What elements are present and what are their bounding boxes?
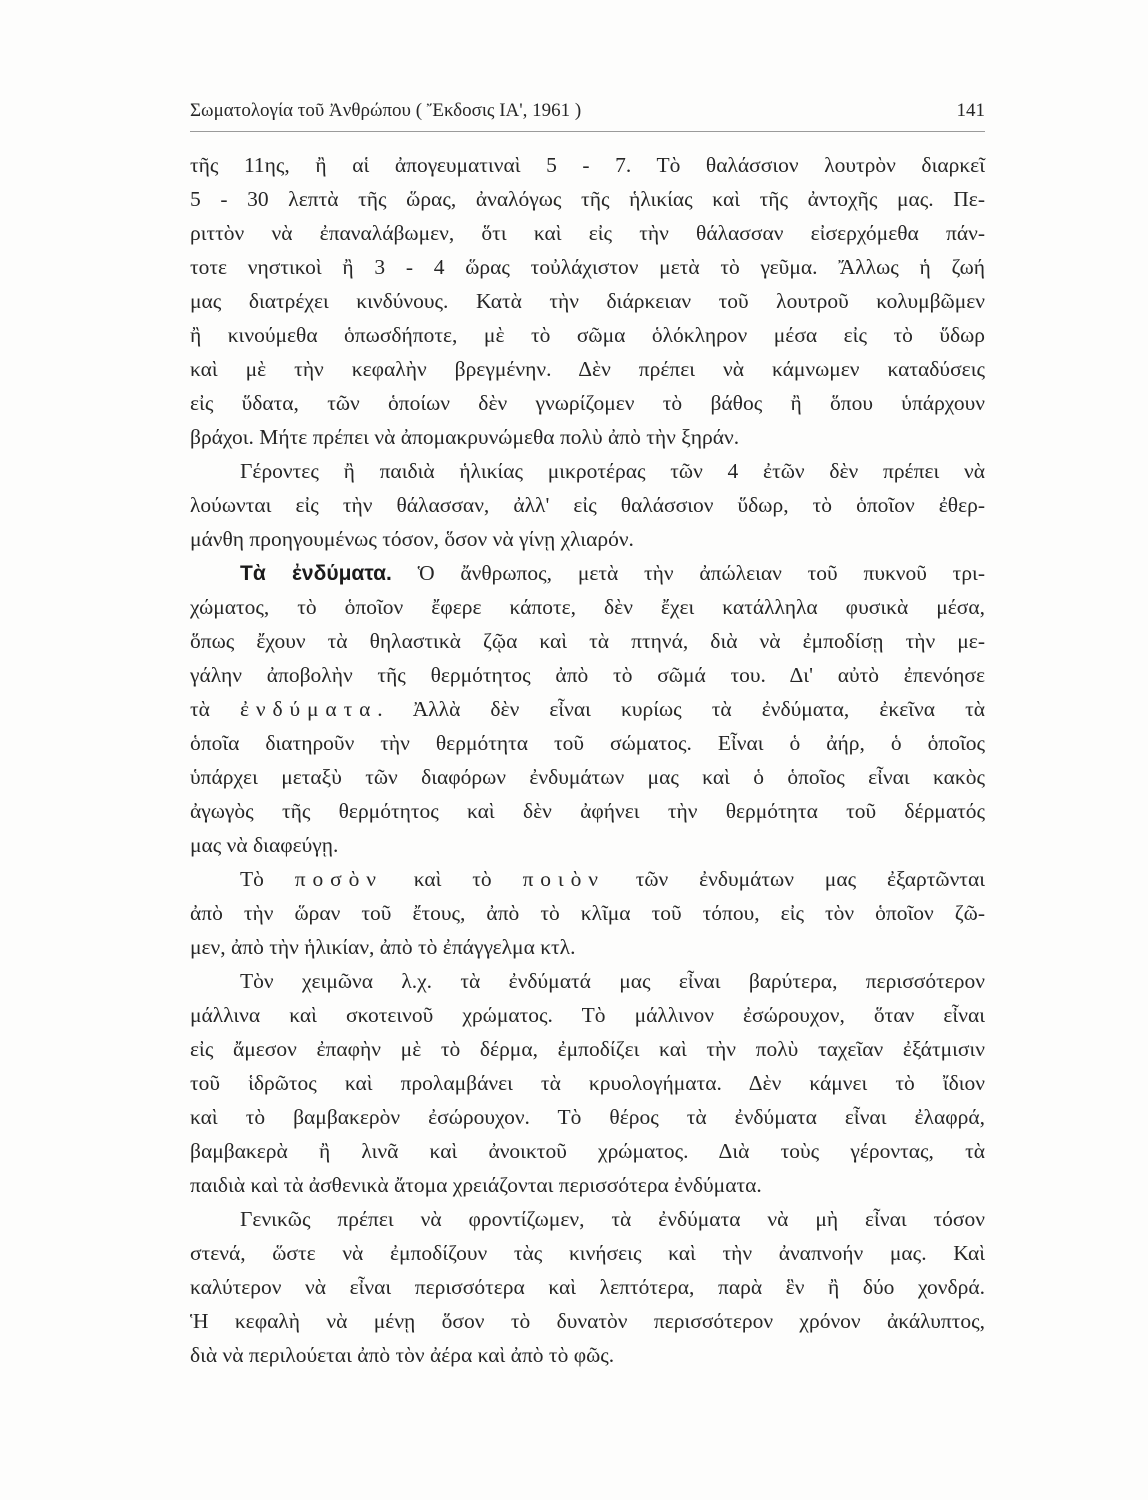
text-line	[190, 352, 985, 386]
text-segment: χώματος, τὸ ὁποῖον ἔφερε κάποτε, δὲν ἔχει κατάλληλα φυσικὰ μέσα,	[190, 595, 985, 619]
text-line	[190, 998, 985, 1032]
text-segment: βαμβακερὰ ἢ λινᾶ καὶ ἀνοικτοῦ χρώματος. Διὰ τοὺς γέροντας, τὰ	[190, 1139, 985, 1163]
text-segment: Ὁ ἄνθρωπος, μετὰ τὴν ἀπώλειαν τοῦ πυκνοῦ τρι-	[391, 561, 985, 585]
text-segment: μας διατρέχει κινδύνους. Κατὰ τὴν διάρκειαν τοῦ λουτροῦ κολυμβῶμεν	[190, 289, 985, 313]
text-line	[190, 590, 985, 624]
text-segment: μάνθη προηγουμένως τόσον, ὅσον νὰ γίνῃ χλιαρόν.	[190, 527, 634, 551]
text-line	[190, 1100, 985, 1134]
text-line	[190, 556, 985, 590]
text-segment: τῆς 11ης, ἢ αἱ ἀπογευματιναὶ 5 - 7. Τὸ θαλάσσιον λουτρὸν διαρκεῖ	[190, 153, 985, 177]
text-line	[190, 1134, 985, 1168]
spaced-emphasis: ἐνδύματα	[239, 697, 378, 721]
text-line	[190, 250, 985, 284]
text-line	[190, 1236, 985, 1270]
text-line	[190, 148, 985, 182]
text-segment: μας νὰ διαφεύγῃ.	[190, 833, 339, 857]
text-line	[190, 1270, 985, 1304]
text-line	[190, 1066, 985, 1100]
page-number: 141	[956, 100, 985, 121]
text-segment: Γέροντες ἢ παιδιὰ ἡλικίας μικροτέρας τῶν 4 ἐτῶν δὲν πρέπει νὰ	[240, 459, 985, 483]
text-segment: ὅπως ἔχουν τὰ θηλαστικὰ ζῷα καὶ τὰ πτηνά, διὰ νὰ ἐμποδίσῃ τὴν με-	[190, 629, 985, 653]
text-segment: καὶ τὸ	[382, 867, 523, 891]
text-segment: μεν, ἀπὸ τὴν ἡλικίαν, ἀπὸ τὸ ἐπάγγελμα κτλ.	[190, 935, 576, 959]
text-segment: καὶ τὸ βαμβακερὸν ἐσώρουχον. Τὸ θέρος τὰ ἐνδύματα εἶναι ἐλαφρά,	[190, 1105, 985, 1129]
text-segment: Τὸν χειμῶνα λ.χ. τὰ ἐνδύματά μας εἶναι βαρύτερα, περισσότερον	[240, 969, 985, 993]
text-line	[190, 488, 985, 522]
text-line	[190, 420, 985, 454]
text-segment: ἢ κινούμεθα ὁπωσδήποτε, μὲ τὸ σῶμα ὁλόκληρον μέσα εἰς τὸ ὕδωρ	[190, 323, 985, 347]
running-title: Σωματολογία τοῦ Ἀνθρώπου ( Ἔκδοσις ΙΑ', 1961 )	[190, 100, 582, 121]
text-line	[190, 1202, 985, 1236]
text-line	[190, 454, 985, 488]
text-segment: βράχοι. Μήτε πρέπει νὰ ἀπομακρυνώμεθα πολὺ ἀπὸ τὴν ξηράν.	[190, 425, 740, 449]
text-line	[190, 386, 985, 420]
text-segment: ὑπάρχει μεταξὺ τῶν διαφόρων ἐνδυμάτων μας καὶ ὁ ὁποῖος εἶναι κακὸς	[190, 765, 985, 789]
text-segment: τοτε νηστικοὶ ἢ 3 - 4 ὥρας τοὐλάχιστον μετὰ τὸ γεῦμα. Ἄλλως ἡ ζωή	[190, 255, 985, 279]
text-segment: παιδιὰ καὶ τὰ ἀσθενικὰ ἄτομα χρειάζονται περισσότερα ἐνδύματα.	[190, 1173, 762, 1197]
text-segment: 5 - 30 λεπτὰ τῆς ὥρας, ἀναλόγως τῆς ἡλικίας καὶ τῆς ἀντοχῆς μας. Πε-	[190, 187, 985, 211]
header-rule	[190, 131, 985, 132]
text-segment: καλύτερον νὰ εἶναι περισσότερα καὶ λεπτότερα, παρὰ ἓν ἢ δύο χονδρά.	[190, 1275, 985, 1299]
text-segment: Ἡ κεφαλὴ νὰ μένῃ ὅσον τὸ δυνατὸν περισσότερον χρόνον ἀκάλυπτος,	[190, 1309, 985, 1333]
text-line	[190, 1032, 985, 1066]
text-segment: ἀπὸ τὴν ὥραν τοῦ ἔτους, ἀπὸ τὸ κλῖμα τοῦ τόπου, εἰς τὸν ὁποῖον ζῶ-	[190, 901, 985, 925]
running-header	[190, 98, 985, 128]
text-segment: διὰ νὰ περιλούεται ἀπὸ τὸν ἀέρα καὶ ἀπὸ τὸ φῶς.	[190, 1343, 615, 1367]
text-line	[190, 318, 985, 352]
text-segment: εἰς ἄμεσον ἐπαφὴν μὲ τὸ δέρμα, ἐμποδίζει καὶ τὴν πολὺ ταχεῖαν ἐξάτμισιν	[190, 1037, 985, 1061]
text-segment: τοῦ ἱδρῶτος καὶ προλαμβάνει τὰ κρυολογήματα. Δὲν κάμνει τὸ ἴδιον	[190, 1071, 985, 1095]
spaced-emphasis: ποιὸν	[522, 867, 605, 891]
body-text	[190, 148, 985, 1372]
text-line	[190, 216, 985, 250]
text-segment: στενά, ὥστε νὰ ἐμποδίζουν τὰς κινήσεις καὶ τὴν ἀναπνοήν μας. Καὶ	[190, 1241, 985, 1265]
text-line	[190, 1338, 985, 1372]
text-line	[190, 828, 985, 862]
text-segment: τῶν ἐνδυμάτων μας ἐξαρτῶνται	[604, 867, 985, 891]
text-line	[190, 692, 985, 726]
text-line	[190, 658, 985, 692]
section-heading: Τὰ ἐνδύματα.	[240, 562, 392, 585]
text-segment: . Ἀλλὰ δὲν εἶναι κυρίως τὰ ἐνδύματα, ἐκεῖνα τὰ	[377, 697, 986, 721]
text-segment: γάλην ἀποβολὴν τῆς θερμότητος ἀπὸ τὸ σῶμά του. Δι' αὐτὸ ἐπενόησε	[190, 663, 985, 687]
text-segment: ριττὸν νὰ ἐπαναλάβωμεν, ὅτι καὶ εἰς τὴν θάλασσαν εἰσερχόμεθα πάν-	[190, 221, 985, 245]
text-segment: τὰ	[190, 697, 240, 721]
text-line	[190, 624, 985, 658]
text-line	[190, 726, 985, 760]
text-segment: καὶ μὲ τὴν κεφαλὴν βρεγμένην. Δὲν πρέπει νὰ κάμνωμεν καταδύσεις	[190, 357, 985, 381]
text-segment: λούωνται εἰς τὴν θάλασσαν, ἀλλ' εἰς θαλάσσιον ὕδωρ, τὸ ὁποῖον ἐθερ-	[190, 493, 985, 517]
text-line	[190, 760, 985, 794]
text-segment: Τὸ	[240, 867, 295, 891]
text-line	[190, 862, 985, 896]
text-line	[190, 284, 985, 318]
text-line	[190, 1168, 985, 1202]
text-segment: εἰς ὕδατα, τῶν ὁποίων δὲν γνωρίζομεν τὸ βάθος ἢ ὅπου ὑπάρχουν	[190, 391, 985, 415]
text-line	[190, 930, 985, 964]
text-line	[190, 964, 985, 998]
spaced-emphasis: ποσὸν	[294, 867, 383, 891]
text-segment: μάλλινα καὶ σκοτεινοῦ χρώματος. Τὸ μάλλινον ἐσώρουχον, ὅταν εἶναι	[190, 1003, 985, 1027]
text-line	[190, 896, 985, 930]
text-segment: ἀγωγὸς τῆς θερμότητος καὶ δὲν ἀφήνει τὴν θερμότητα τοῦ δέρματός	[190, 799, 985, 823]
text-line	[190, 522, 985, 556]
text-segment: Γενικῶς πρέπει νὰ φροντίζωμεν, τὰ ἐνδύματα νὰ μὴ εἶναι τόσον	[240, 1207, 985, 1231]
text-line	[190, 794, 985, 828]
text-segment: ὁποῖα διατηροῦν τὴν θερμότητα τοῦ σώματος. Εἶναι ὁ ἀήρ, ὁ ὁποῖος	[190, 731, 985, 755]
text-line	[190, 182, 985, 216]
text-line	[190, 1304, 985, 1338]
